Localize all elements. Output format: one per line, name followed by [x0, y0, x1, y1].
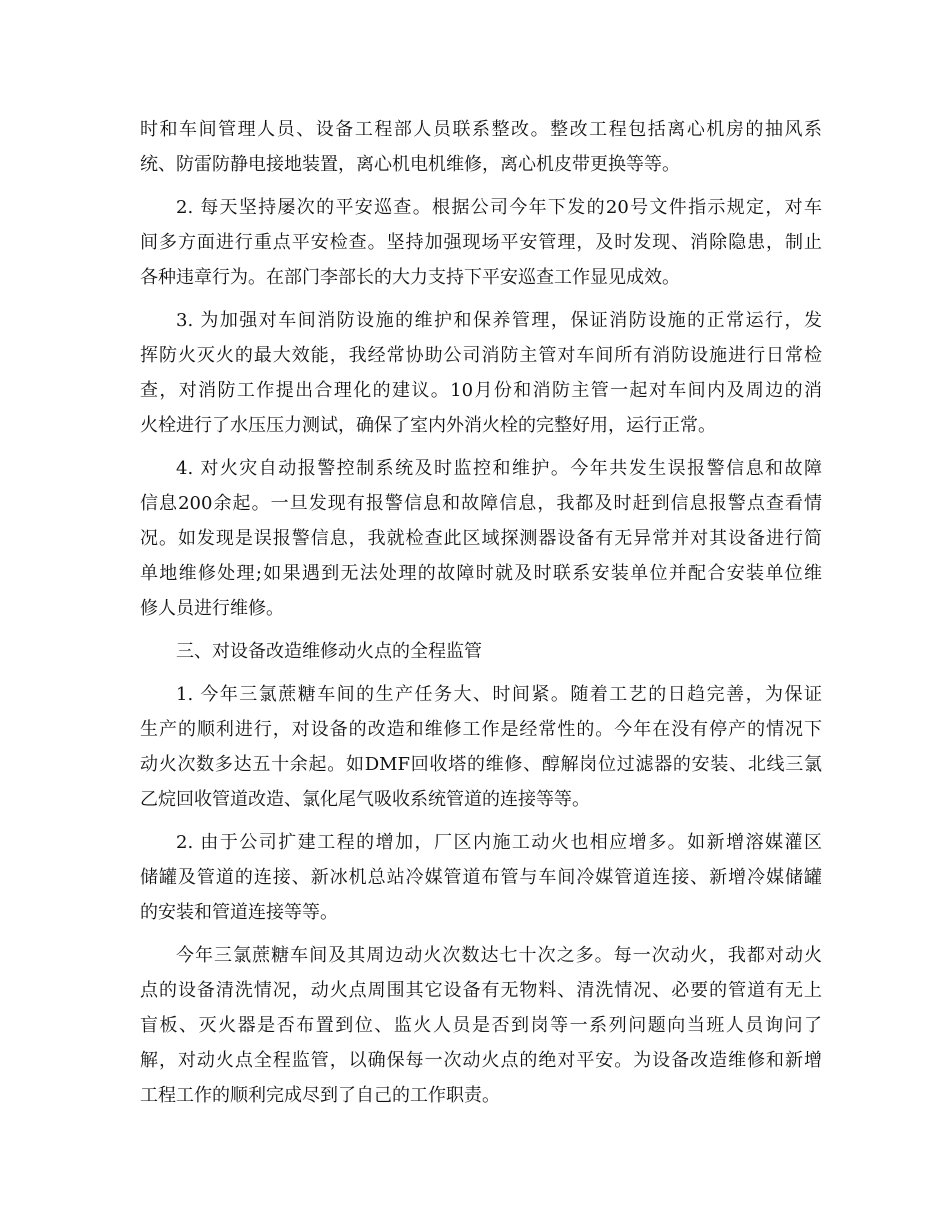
text-line: 2. 由于公司扩建工程的增加，厂区内施工动火也相应增多。如新增溶媒灌区 — [176, 832, 822, 853]
text-line: 查，对消防工作提出合理化的建议。10月份和消防主管一起对车间内及周边的消 — [140, 380, 822, 401]
text-line: 生产的顺利进行，对设备的改造和维修工作是经常性的。今年在没有停产的情况下 — [140, 719, 822, 740]
text-line: 各种违章行为。在部门李部长的大力支持下平安巡查工作显见成效。 — [140, 267, 680, 288]
paragraph — [140, 451, 822, 626]
text-line: 工程工作的顺利完成尽到了自己的工作职责。 — [140, 1085, 500, 1106]
text-line: 的安装和管道连接等等。 — [140, 902, 338, 923]
paragraph — [140, 112, 822, 182]
paragraph — [140, 190, 822, 295]
paragraph — [140, 677, 822, 817]
document-body — [140, 112, 822, 1121]
text-line: 三、对设备改造维修动火点的全程监管 — [176, 641, 482, 662]
text-line: 修人员进行维修。 — [140, 598, 284, 619]
text-line: 统、防雷防静电接地装置，离心机电机维修，离心机皮带更换等等。 — [140, 154, 680, 175]
text-line: 2. 每天坚持屡次的平安巡查。根据公司今年下发的20号文件指示规定，对车 — [176, 197, 822, 218]
text-line: 今年三氯蔗糖车间及其周边动火次数达七十次之多。每一次动火，我都对动火 — [176, 945, 822, 966]
text-line: 挥防火灭火的最大效能，我经常协助公司消防主管对车间所有消防设施进行日常检 — [140, 345, 822, 366]
text-line: 况。如发现是误报警信息，我就检查此区域探测器设备有无异常并对其设备进行简 — [140, 528, 822, 549]
text-line: 1. 今年三氯蔗糖车间的生产任务大、时间紧。随着工艺的日趋完善，为保证 — [176, 684, 822, 705]
text-line: 动火次数多达五十余起。如DMF回收塔的维修、醇解岗位过滤器的安装、北线三氯 — [140, 754, 822, 775]
text-line: 火栓进行了水压压力测试，确保了室内外消火栓的完整好用，运行正常。 — [140, 415, 716, 436]
paragraph — [140, 303, 822, 443]
text-line: 解，对动火点全程监管，以确保每一次动火点的绝对平安。为设备改造维修和新增 — [140, 1050, 822, 1071]
text-line: 间多方面进行重点平安检查。坚持加强现场平安管理，及时发现、消除隐患，制止 — [140, 232, 822, 253]
paragraph — [140, 938, 822, 1113]
text-line: 点的设备清洗情况，动火点周围其它设备有无物料、清洗情况、必要的管道有无上 — [140, 980, 822, 1001]
paragraph — [140, 634, 822, 669]
paragraph — [140, 825, 822, 930]
text-line: 储罐及管道的连接、新冰机总站冷媒管道布管与车间冷媒管道连接、新增冷媒储罐 — [140, 867, 822, 888]
text-line: 4. 对火灾自动报警控制系统及时监控和维护。今年共发生误报警信息和故障 — [176, 458, 822, 479]
text-line: 时和车间管理人员、设备工程部人员联系整改。整改工程包括离心机房的抽风系 — [140, 119, 822, 140]
text-line: 乙烷回收管道改造、氯化尾气吸收系统管道的连接等等。 — [140, 789, 590, 810]
text-line: 3. 为加强对车间消防设施的维护和保养管理，保证消防设施的正常运行，发 — [176, 310, 822, 331]
text-line: 盲板、灭火器是否布置到位、监火人员是否到岗等一系列问题向当班人员询问了 — [140, 1015, 822, 1036]
text-line: 单地维修处理;如果遇到无法处理的故障时就及时联系安装单位并配合安装单位维 — [140, 563, 822, 584]
text-line: 信息200余起。一旦发现有报警信息和故障信息，我都及时赶到信息报警点查看情 — [140, 493, 822, 514]
